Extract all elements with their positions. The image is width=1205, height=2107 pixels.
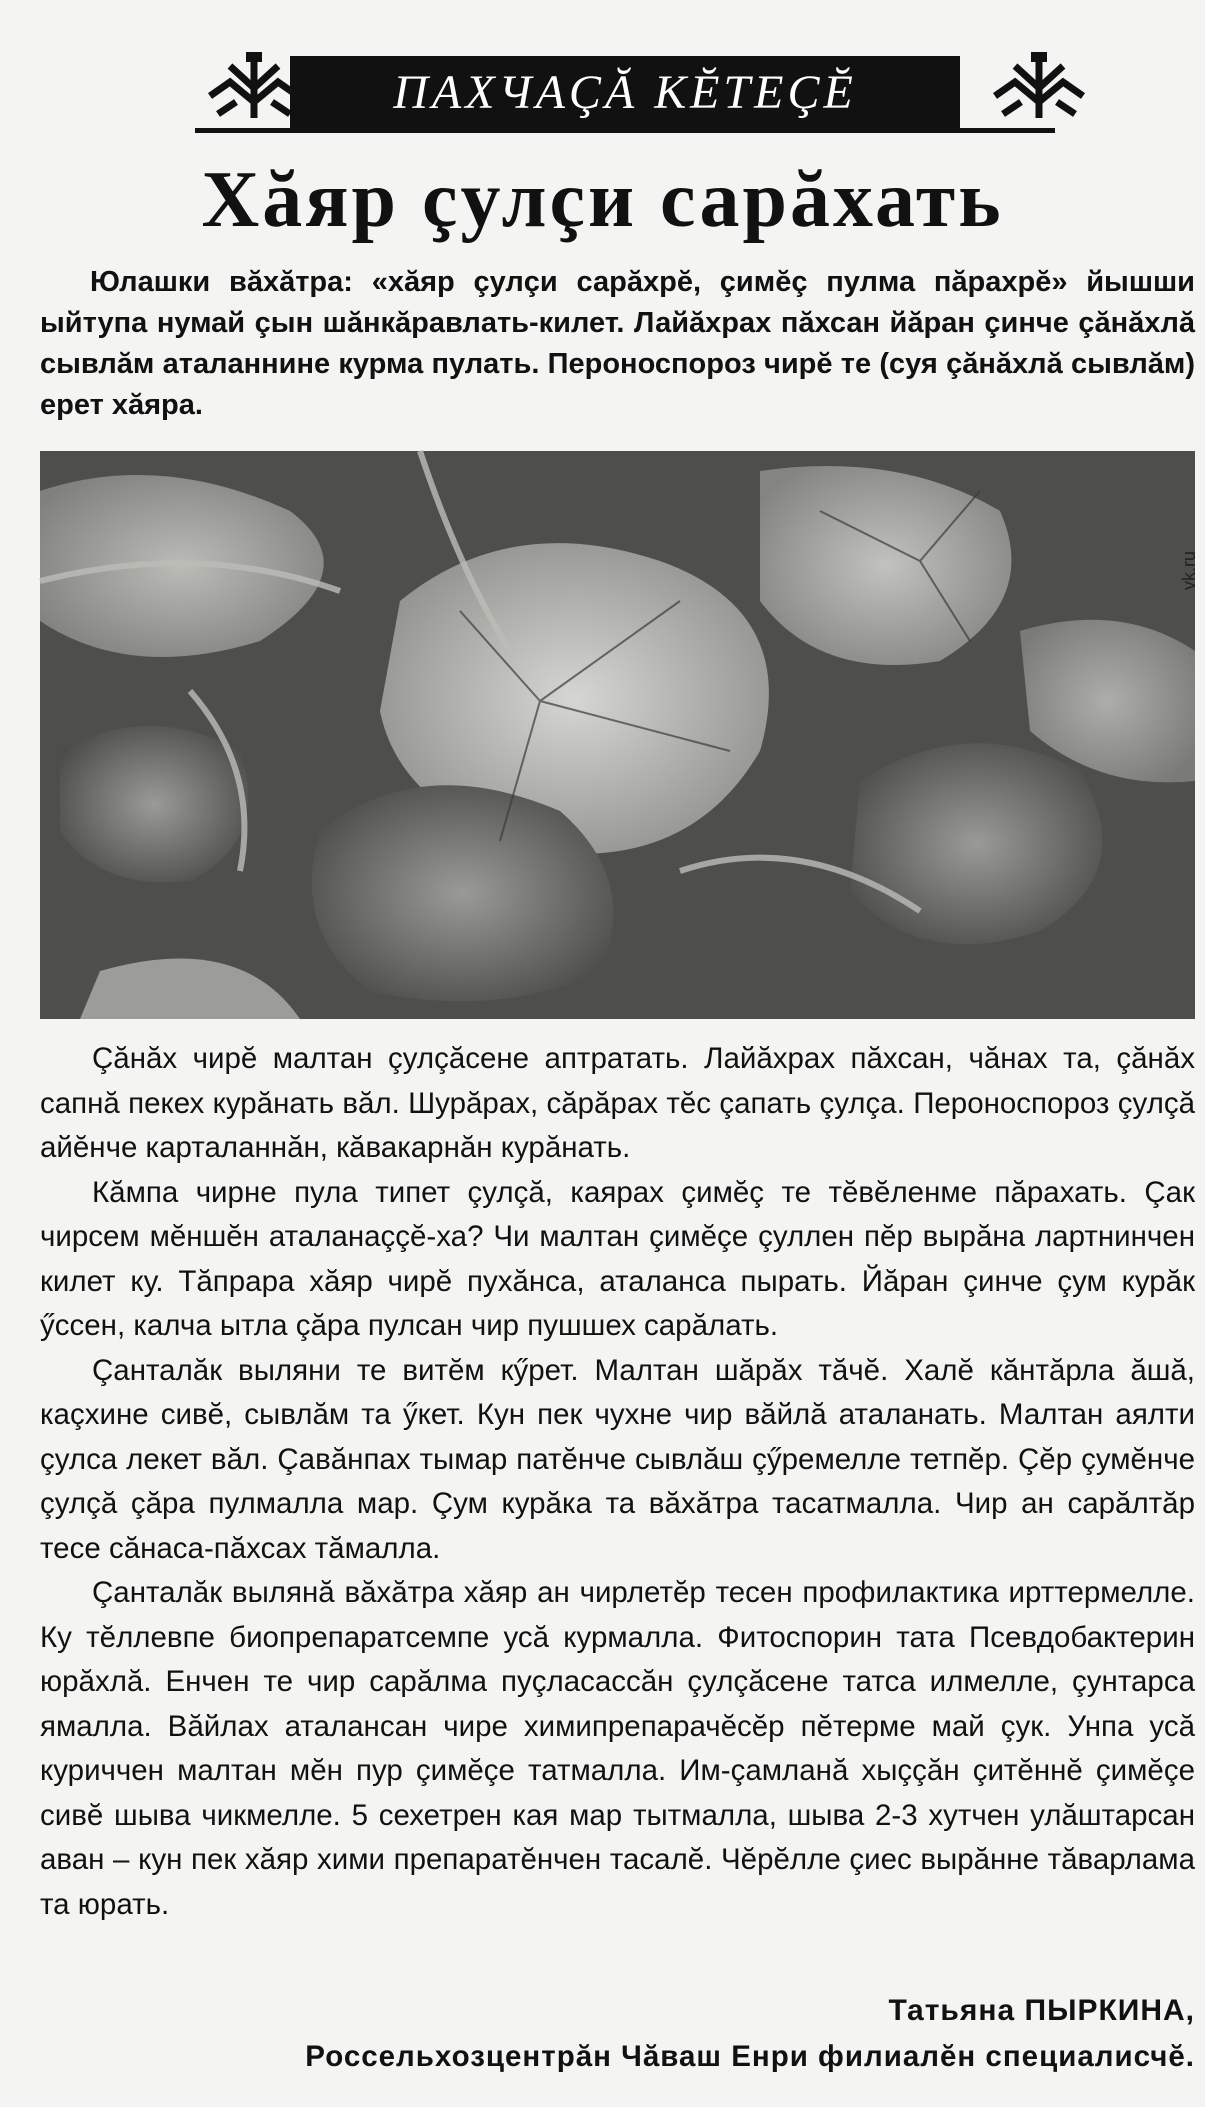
article-paragraph: Çанталăк вылянă вăхăтра хăяр ан чирлетĕр тесен профилактика ирттермелле. Ку тĕллевпе биопрепаратсемпе усă курмалла. Фитоспорин тата Псевдобактерин юрăхлă. Енчен те чир сарăлма пуçласассăн çулçăсене татса илмелле, çунтарса ямалла. Вăйлах аталансан чире химипрепарачĕсĕр пĕтерме май çук. Унпа усă куриччен малтан мĕн пур çимĕçе татмалла. Им-çамланă хыççăн çитĕннĕ çимĕçе сивĕ шыва чикмелле. 5 сехетрен кая мар тытмалла, шыва 2-3 хутчен улăштарсан аван – кун пек хăяр хими препаратĕнчен тасалĕ. Чĕрĕлле çиес вырăнне тăварлама та юрать.: [40, 1576, 1195, 1921]
chuvash-ornament-icon: [985, 52, 1093, 124]
chuvash-ornament-icon: [200, 52, 308, 124]
article-paragraph: Çăнăх чирĕ малтан çулçăсене аптратать. Лайăхрах пăхсан, чăнах та, çăнăх сапнă пекех курăнать вăл. Шурăрах, сăрăрах тĕс çапать çулça. Пероноспороз çулçă айĕнче карталаннăн, кăвакарнăн курăнать.: [40, 1042, 1195, 1164]
section-rubric: [195, 36, 1055, 160]
photo-illustration: [40, 451, 1195, 1019]
photo-credit: vk.ru: [1179, 551, 1199, 591]
author-position: Россельхозцентрăн Чăваш Енри филиалĕн специалисчĕ.: [305, 2040, 1195, 2073]
rubric-label: ПАХЧАÇĂ КĔТЕÇĔ: [290, 56, 960, 128]
author-name: Татьяна ПЫРКИНА,: [888, 1994, 1195, 2027]
cucumber-leaves-photo: [40, 451, 1199, 1019]
article-lead: Юлашки вăхăтра: «хăяр çулçи сарăхрĕ, çимĕç пулма пăрахрĕ» йышши ыйтупа нумай çын шăнкăравлать-килет. Лайăхрах пăхсан йăран çинче çăнăхлă сывлăм аталаннине курма пулать. Пероноспороз чирĕ те (суя çăнăхлă сывлăм) ерет хăяра.: [40, 266, 1195, 421]
article-title: Хăяр çулçи сарăхать: [201, 156, 1004, 244]
article-paragraph: Кăмпа чирне пула типет çулçă, каярах çимĕç те тĕвĕленме пăрахать. Çак чирсем мĕншĕн аталанаççĕ-ха? Чи малтан çимĕçе çуллен пĕр вырăна лартнинчен килет ку. Тăпрара хăяр чирĕ пухăнса, аталанса пырать. Йăран çинче çум курăк ӳссен, калча ытла çăра пулсан чир пушшех сарăлать.: [40, 1175, 1195, 1342]
rubric-rule: [195, 128, 1055, 133]
article-body: [40, 1037, 1195, 1927]
article-paragraph: Çанталăк выляни те витĕм кӳрет. Малтан шăрăх тăчĕ. Халĕ кăнтăрла ăшă, каçхине сивĕ, сывлăм та ӳкет. Кун пек чухне чир вăйлă аталанать. Малтан аялти çулса лекет вăл. Çавăнпах тымар патĕнче сывлăш çӳремелле тетпĕр. Çĕр çумĕнче çулçă çăра пулмалла мар. Çум курăка та вăхăтра тасатмалла. Чир ан сарăлтăр тесе сăнаса-пăхсах тăмалла.: [40, 1353, 1195, 1565]
